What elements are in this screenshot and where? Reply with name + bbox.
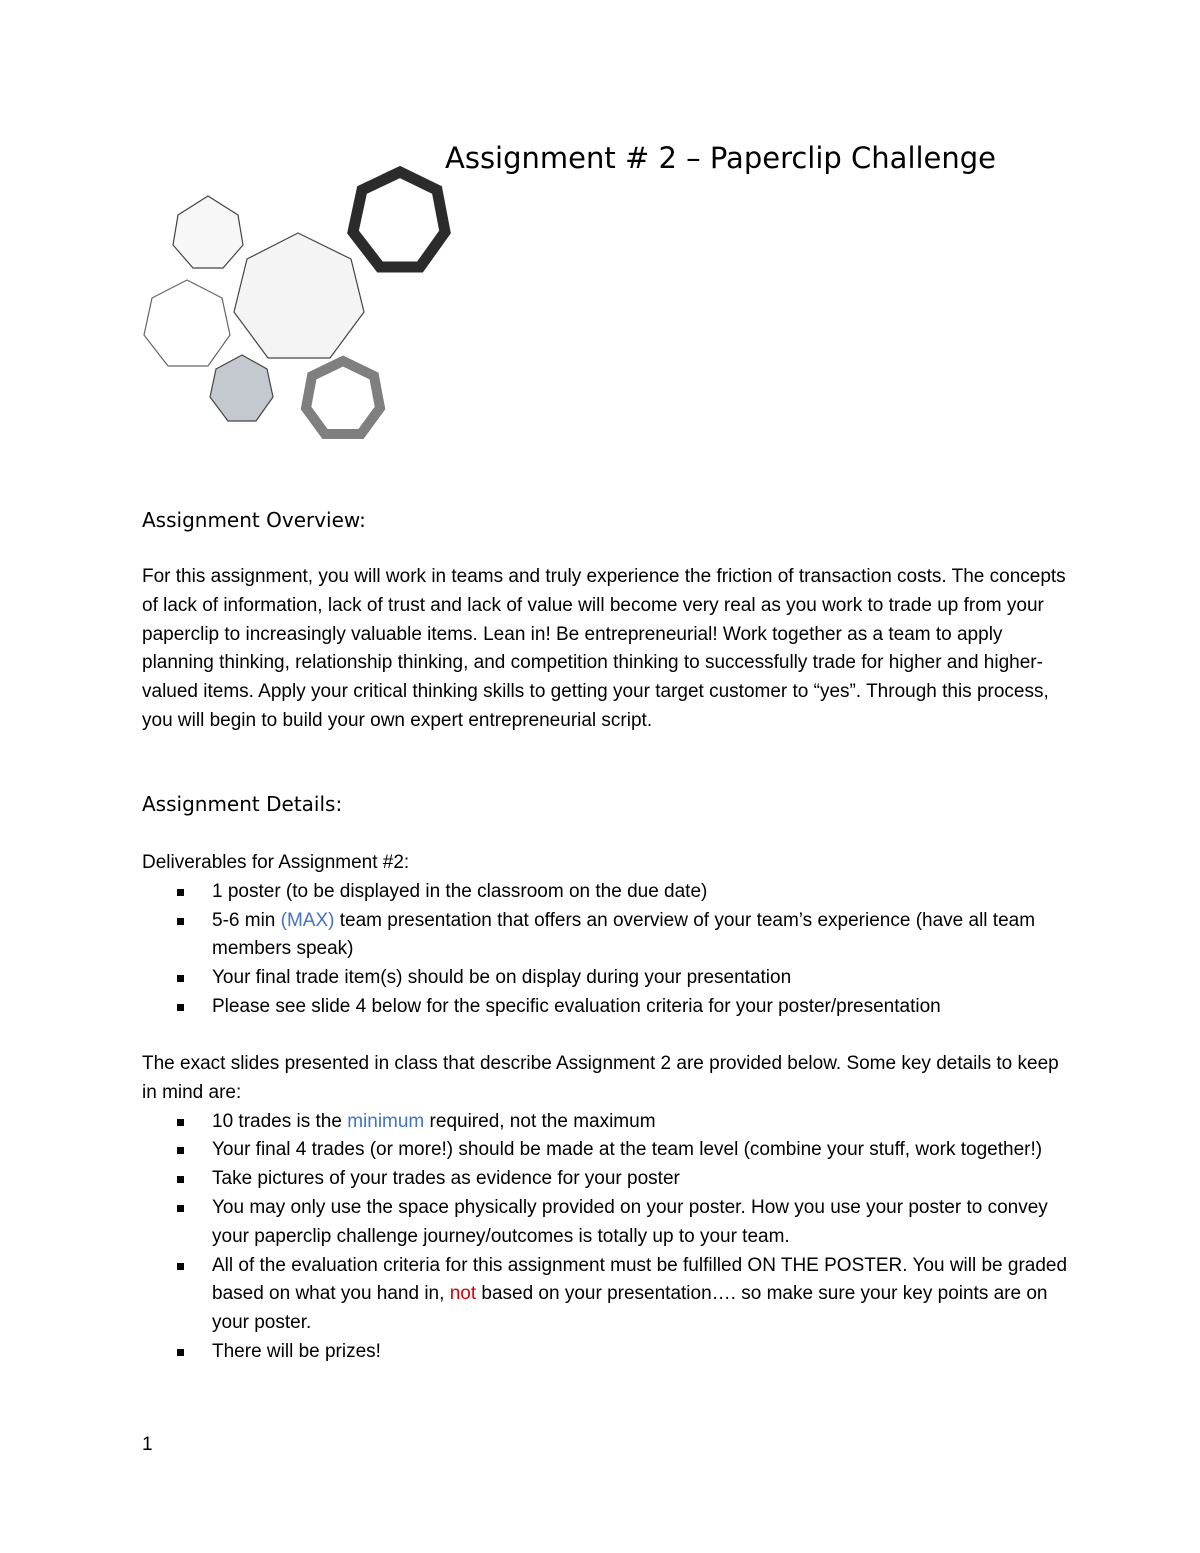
key-details-list [142, 1108, 1072, 1367]
bullet-icon [177, 1349, 184, 1356]
overview-body [142, 563, 1072, 736]
page-title: Assignment # 2 – Paperclip Challenge [445, 141, 997, 175]
list-item: Your final 4 trades (or more!) should be made at the team level (combine your stuff, work together!) [142, 1136, 1072, 1165]
overview-paragraph: For this assignment, you will work in teams and truly experience the friction of transaction costs. The concepts of lack of information, lack of trust and lack of value will become very real as you work to trade up from your paperclip to increasingly valuable items. Lean in! Be entrepreneurial! Work together as a team to apply planning thinking, relationship thinking, and competition thinking to successfully trade for higher and higher-valued items. Apply your critical thinking skills to getting your target customer to “yes”. Through this process, you will begin to build your own expert entrepreneurial script. [142, 566, 1066, 731]
heptagon-large-center [234, 233, 364, 358]
list-item: Your final trade item(s) should be on display during your presentation [142, 964, 1072, 993]
list-item: Please see slide 4 below for the specific evaluation criteria for your poster/presentation [142, 993, 1072, 1022]
page-number: 1 [142, 1434, 153, 1455]
bullet-icon [177, 1004, 184, 1011]
heptagon-gray-filled [210, 355, 273, 421]
list-item: 5-6 min (MAX) team presentation that offers an overview of your team’s experience (have all team members speak) [142, 907, 1072, 965]
max-highlight: (MAX) [280, 909, 335, 931]
minimum-highlight: minimum [347, 1110, 425, 1132]
bullet-icon [177, 1147, 184, 1154]
list-item: 1 poster (to be displayed in the classroom on the due date) [142, 878, 1072, 907]
bullet-icon [177, 1205, 184, 1212]
overview-heading: Assignment Overview: [142, 508, 366, 532]
heptagon-left [144, 280, 230, 366]
not-highlight: not [449, 1283, 477, 1305]
heptagon-dark-outline [353, 172, 445, 267]
bullet-icon [177, 1263, 184, 1270]
bullet-icon [177, 1119, 184, 1126]
details-section [142, 792, 1072, 816]
list-item: Take pictures of your trades as evidence for your poster [142, 1165, 1072, 1194]
deliverables-intro: Deliverables for Assignment #2: [142, 852, 410, 873]
list-item: 10 trades is the minimum required, not the maximum [142, 1108, 1072, 1137]
slides-intro: The exact slides presented in class that describe Assignment 2 are provided below. Some key details to keep in mind are: [142, 1053, 1059, 1103]
heptagon-gray-outline [306, 361, 380, 434]
key-details-block [142, 1050, 1072, 1367]
deliverables-block [142, 849, 1072, 1022]
bullet-icon [177, 918, 184, 925]
bullet-icon [177, 889, 184, 896]
heptagon-decoration [130, 160, 460, 460]
overview-section [142, 508, 1072, 532]
bullet-icon [177, 1176, 184, 1183]
bullet-icon [177, 975, 184, 982]
deliverables-list [142, 878, 1072, 1022]
details-heading: Assignment Details: [142, 792, 343, 816]
list-item: There will be prizes! [142, 1338, 1072, 1367]
heptagon-small-top-left [173, 196, 243, 268]
list-item: All of the evaluation criteria for this assignment must be fulfilled ON THE POSTER. You will be graded based on what you hand in, not based on your presentation…. so make sure your key points are on your poster. [142, 1252, 1072, 1338]
list-item: You may only use the space physically provided on your poster. How you use your poster to convey your paperclip challenge journey/outcomes is totally up to your team. [142, 1194, 1072, 1252]
